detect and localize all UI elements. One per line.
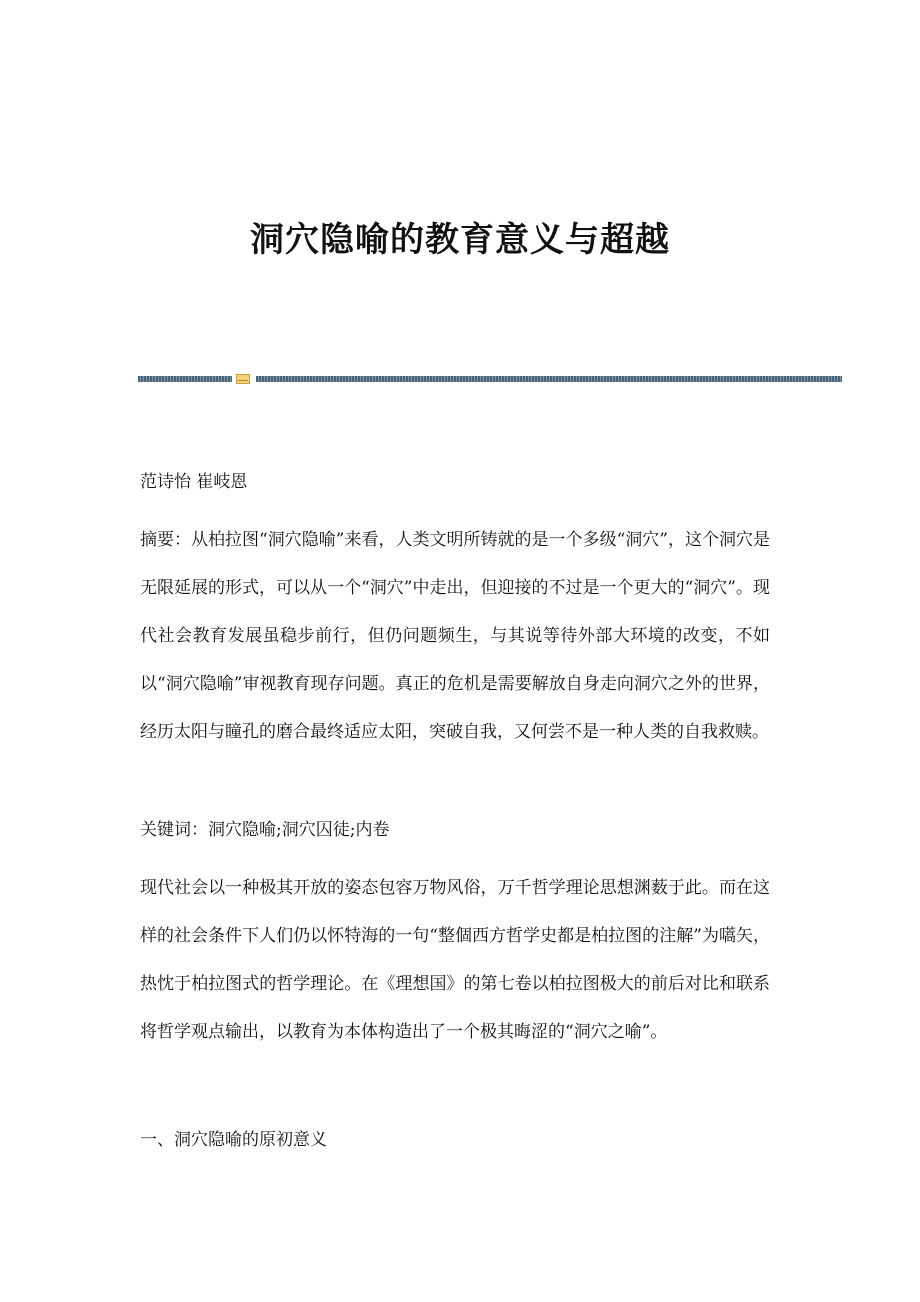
keywords-line: [140, 806, 770, 854]
divider-bar-right: [256, 376, 842, 382]
abstract-label: 摘要：: [140, 530, 192, 550]
body-paragraph: 现代社会以一种极其开放的姿态包容万物风俗，万千哲学理论思想渊薮于此。而在这样的社会条件下人们仍以怀特海的一句“整個西方哲学史都是柏拉图的注解”为嚆矢，热忱于柏拉图式的哲学理论。在《理想国》的第七卷以柏拉图极大的前后对比和联系将哲学观点输出，以教育为本体构造出了一个极其晦涩的“洞穴之喻”。: [140, 878, 770, 1042]
title-divider: [138, 374, 842, 384]
abstract-text: 从柏拉图“洞穴隐喻”来看，人类文明所铸就的是一个多级“洞穴”，这个洞穴是无限延展的形式，可以从一个“洞穴”中走出，但迎接的不过是一个更大的“洞穴”。现代社会教育发展虽稳步前行，但仍问题频生，与其说等待外部大环境的改变，不如以“洞穴隐喻”审视教育现存问题。真正的危机是需要解放自身走向洞穴之外的世界，经历太阳与瞳孔的磨合最终适应太阳，突破自我，又何尝不是一种人类的自我救赎。: [140, 530, 771, 742]
keywords-text: 洞穴隐喻;洞穴囚徒;内卷: [208, 820, 390, 840]
divider-bar-left: [138, 376, 232, 382]
author-line: 范诗怡 崔岐恩: [140, 472, 248, 492]
document-title: 洞穴隐喻的教育意义与超越: [250, 220, 670, 260]
abstract-paragraph: [140, 516, 770, 756]
envelope-icon: [236, 374, 250, 384]
section-heading: 一、洞穴隐喻的原初意义: [140, 1130, 327, 1150]
keywords-label: 关键词：: [140, 820, 208, 840]
